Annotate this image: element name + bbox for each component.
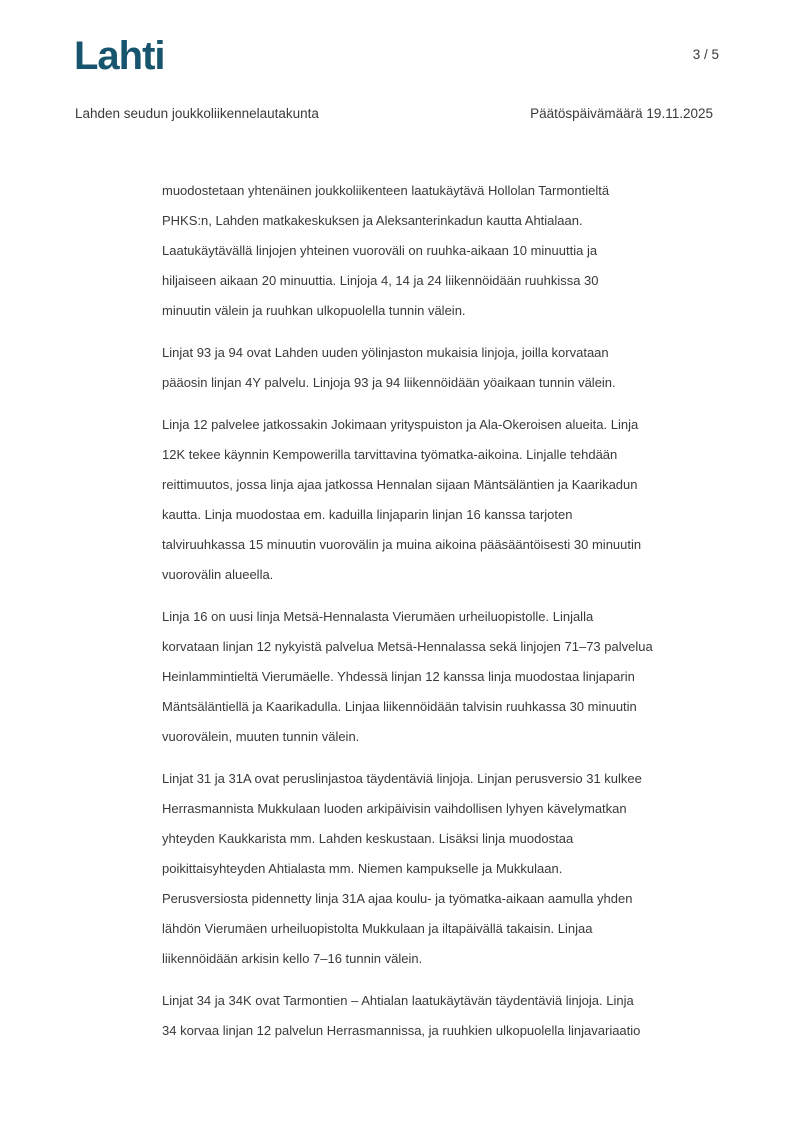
body-line: Linjat 93 ja 94 ovat Lahden uuden yölinjaston mukaisia linjoja, joilla korvataan (162, 345, 609, 360)
header-committee-name: Lahden seudun joukkoliikennelautakunta (75, 106, 319, 121)
body-line: kautta. Linja muodostaa em. kaduilla linjaparin linjan 16 kanssa tarjoten (162, 507, 573, 522)
body-line: Heinlammintieltä Vierumäelle. Yhdessä linjan 12 kanssa linja muodostaa linjaparin (162, 669, 635, 684)
body-line: Laatukäytävällä linjojen yhteinen vuoroväli on ruuhka-aikaan 10 minuuttia ja (162, 243, 598, 258)
body-line: talviruuhkassa 15 minuutin vuorovälin ja muina aikoina pääsääntöisesti 30 minuutin (162, 537, 642, 552)
body-line: Linjat 34 ja 34K ovat Tarmontien – Ahtialan laatukäytävän täydentäviä linjoja. Linja (162, 993, 634, 1008)
body-line: Perusversiosta pidennetty linja 31A ajaa koulu- ja työmatka-aikaan aamulla yhden (162, 891, 633, 906)
paragraph (162, 176, 718, 326)
body-line: korvataan linjan 12 nykyistä palvelua Metsä-Hennalassa sekä linjojen 71–73 palvelua (162, 639, 653, 654)
document-header (75, 106, 713, 121)
body-line: 12K tekee käynnin Kempowerilla tarvittavina työmatka-aikoina. Linjalle tehdään (162, 447, 618, 462)
body-line: vuorovälin alueella. (162, 567, 274, 582)
header-decision-date: Päätöspäivämäärä 19.11.2025 (530, 106, 713, 121)
body-line: Mäntsäläntiellä ja Kaarikadulla. Linjaa liikennöidään talvisin ruuhkassa 30 minuutin (162, 699, 637, 714)
page-number: 3 / 5 (692, 47, 719, 62)
body-line: reittimuutos, jossa linja ajaa jatkossa Hennalan sijaan Mäntsäläntien ja Kaarikadun (162, 477, 638, 492)
paragraph (162, 338, 718, 398)
body-line: hiljaiseen aikaan 20 minuuttia. Linjoja 4, 14 ja 24 liikennöidään ruuhkissa 30 (162, 273, 599, 288)
body-line: minuutin välein ja ruuhkan ulkopuolella tunnin välein. (162, 303, 466, 318)
body-line: muodostetaan yhtenäinen joukkoliikenteen laatukäytävä Hollolan Tarmontieltä (162, 183, 610, 198)
body-line: Herrasmannista Mukkulaan luoden arkipäivisin vaihdollisen lyhyen kävelymatkan (162, 801, 627, 816)
body-line: liikennöidään arkisin kello 7–16 tunnin välein. (162, 951, 423, 966)
body-line: yhteyden Kaukkarista mm. Lahden keskustaan. Lisäksi linja muodostaa (162, 831, 574, 846)
body-line: vuorovälein, muuten tunnin välein. (162, 729, 360, 744)
body-line: lähdön Vierumäen urheiluopistolta Mukkulaan ja iltapäivällä takaisin. Linjaa (162, 921, 593, 936)
body-line: Linja 16 on uusi linja Metsä-Hennalasta Vierumäen urheiluopistolle. Linjalla (162, 609, 594, 624)
paragraph (162, 602, 718, 752)
lahti-logo: Lahti (74, 34, 165, 78)
paragraph (162, 986, 718, 1046)
document-body (162, 176, 718, 1058)
paragraph (162, 764, 718, 974)
body-line: poikittaisyhteyden Ahtialasta mm. Niemen kampukselle ja Mukkulaan. (162, 861, 563, 876)
paragraph (162, 410, 718, 590)
body-line: 34 korvaa linjan 12 palvelun Herrasmannissa, ja ruuhkien ulkopuolella linjavariaatio (162, 1023, 641, 1038)
body-line: PHKS:n, Lahden matkakeskuksen ja Aleksanterinkadun kautta Ahtialaan. (162, 213, 583, 228)
body-line: Linja 12 palvelee jatkossakin Jokimaan yrityspuiston ja Ala-Okeroisen alueita. Linja (162, 417, 639, 432)
body-line: Linjat 31 ja 31A ovat peruslinjastoa täydentäviä linjoja. Linjan perusversio 31 kulkee (162, 771, 642, 786)
body-line: pääosin linjan 4Y palvelu. Linjoja 93 ja 94 liikennöidään yöaikaan tunnin välein. (162, 375, 616, 390)
